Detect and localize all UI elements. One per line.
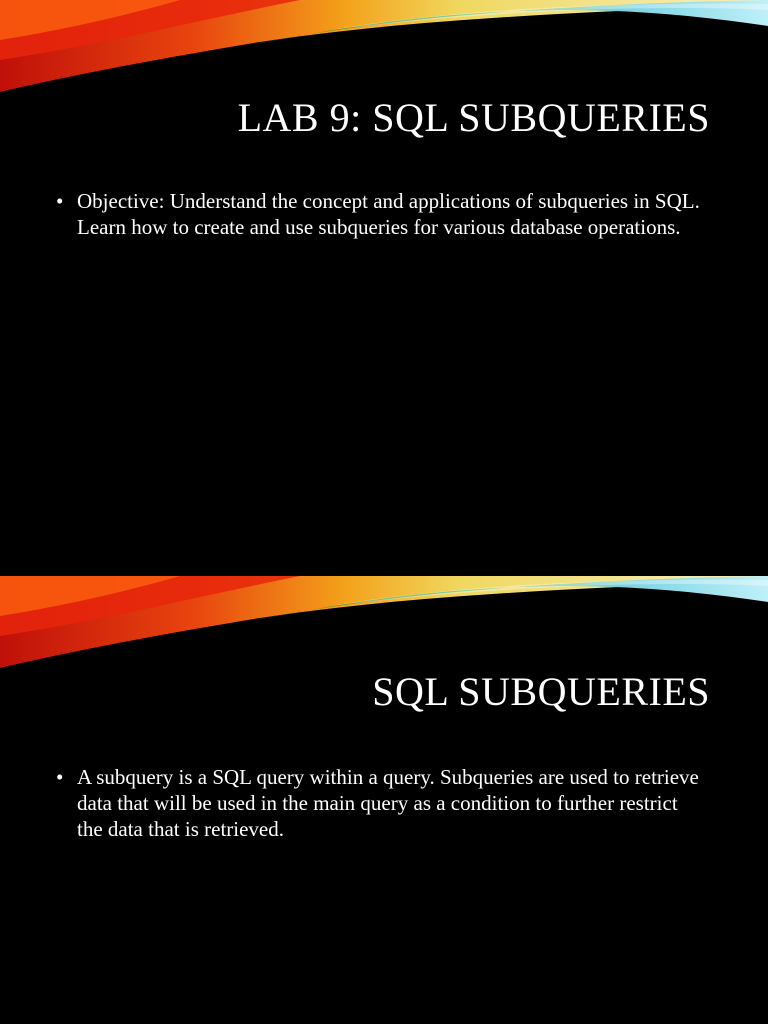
bullet-marker: •: [56, 189, 64, 213]
bullet-text: Objective: Understand the concept and applications of subqueries in SQL. Learn how to create and use subqueries for various database operations.: [77, 189, 700, 239]
slide-2: [0, 576, 768, 1024]
bullet-item: [56, 764, 706, 842]
slide-title: SQL SUBQUERIES: [372, 669, 710, 714]
slide-title: LAB 9: SQL SUBQUERIES: [237, 95, 710, 140]
decorative-swoosh-banner: [0, 0, 768, 100]
bullet-item: [56, 188, 706, 240]
decorative-swoosh-banner: [0, 576, 768, 676]
bullet-text: A subquery is a SQL query within a query. Subqueries are used to retrieve data that will be used in the main query as a condition to further restrict the data that is retrieved.: [77, 765, 699, 841]
bullet-marker: •: [56, 765, 64, 789]
